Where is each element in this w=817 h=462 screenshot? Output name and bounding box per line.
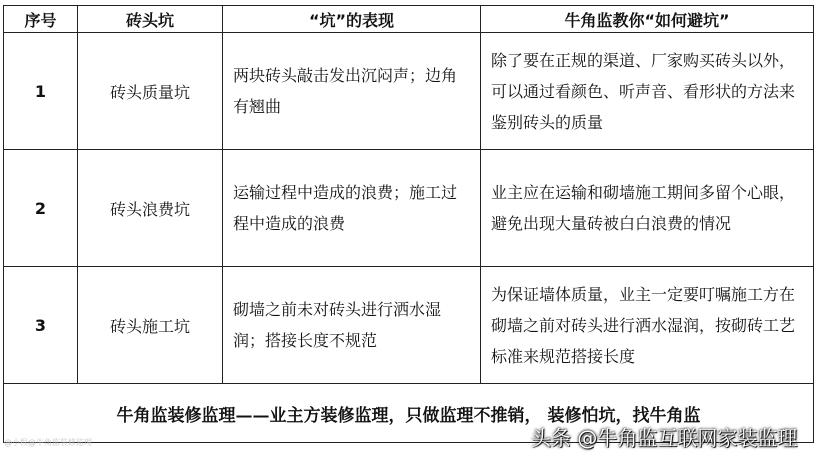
header-no: 序号	[4, 6, 78, 33]
row-symptom: 运输过程中造成的浪费；施工过程中造成的浪费	[223, 150, 481, 267]
table-row	[4, 33, 814, 150]
header-advice: 牛角监教你“如何避坑”	[481, 6, 814, 33]
header-pitfall: 砖头坑	[78, 6, 223, 33]
table-row	[4, 267, 814, 384]
table-header-row	[4, 6, 814, 33]
row-no: 3	[4, 267, 78, 384]
row-symptom: 砌墙之前未对砖头进行洒水湿润；搭接长度不规范	[223, 267, 481, 384]
row-pitfall-name: 砖头施工坑	[78, 267, 223, 384]
pitfall-table	[3, 5, 814, 443]
row-pitfall-name: 砖头质量坑	[78, 33, 223, 150]
header-symptom: “坑”的表现	[223, 6, 481, 33]
row-pitfall-name: 砖头浪费坑	[78, 150, 223, 267]
row-advice: 业主应在运输和砌墙施工期间多留个心眼，避免出现大量砖被白白浪费的情况	[481, 150, 814, 267]
row-no: 1	[4, 33, 78, 150]
watermark-left: @小程@牛角监装修监理	[4, 438, 92, 447]
footer-slogan: 牛角监装修监理——业主方装修监理，只做监理不推销， 装修怕坑，找牛角监	[4, 384, 814, 443]
watermark-right: 头条 @牛角监互联网家装监理	[531, 426, 798, 450]
table-row	[4, 150, 814, 267]
row-advice: 除了要在正规的渠道、厂家购买砖头以外，可以通过看颜色、听声音、看形状的方法来鉴别砖头的质量	[481, 33, 814, 150]
row-symptom: 两块砖头敲击发出沉闷声；边角有翘曲	[223, 33, 481, 150]
row-no: 2	[4, 150, 78, 267]
row-advice: 为保证墙体质量，业主一定要叮嘱施工方在砌墙之前对砖头进行洒水湿润，按砌砖工艺标准来规范搭接长度	[481, 267, 814, 384]
